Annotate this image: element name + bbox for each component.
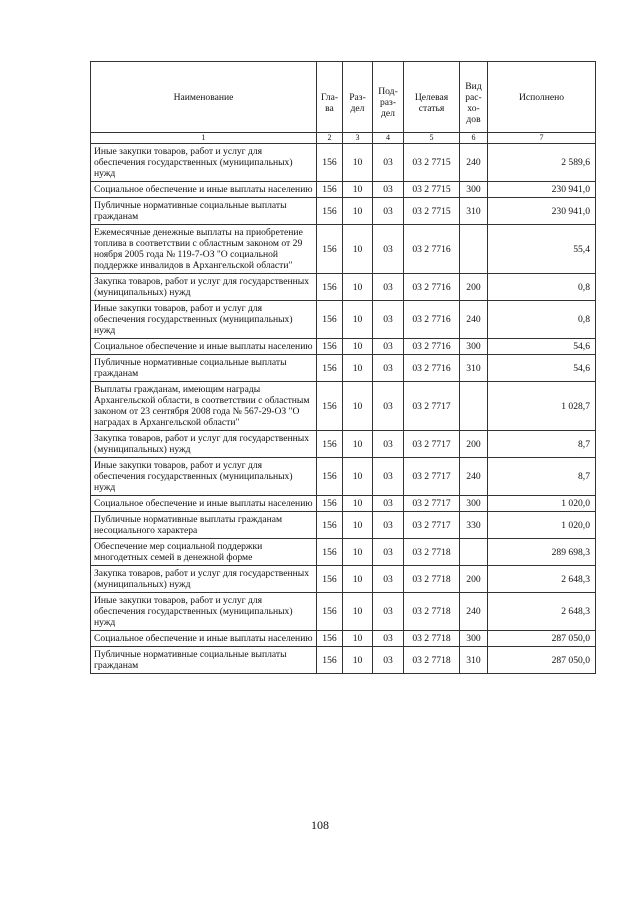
table-row bbox=[91, 512, 596, 539]
table-row bbox=[91, 593, 596, 631]
cell-vid: 240 bbox=[460, 593, 488, 631]
cell-razdel: 10 bbox=[343, 301, 373, 339]
cell-amount: 54,6 bbox=[488, 355, 596, 382]
cell-statya: 03 2 7718 bbox=[404, 566, 460, 593]
cell-podrazdel: 03 bbox=[373, 458, 404, 496]
col-header-razdel bbox=[343, 62, 373, 133]
cell-glava: 156 bbox=[317, 431, 343, 458]
cell-amount: 0,8 bbox=[488, 274, 596, 301]
col-header-statya-text: Целевая статья bbox=[414, 91, 449, 114]
cell-name: Публичные нормативные социальные выплаты гражданам bbox=[91, 198, 317, 225]
cell-razdel: 10 bbox=[343, 431, 373, 458]
cell-glava: 156 bbox=[317, 355, 343, 382]
column-number: 4 bbox=[373, 133, 404, 144]
cell-podrazdel: 03 bbox=[373, 274, 404, 301]
table-row bbox=[91, 431, 596, 458]
cell-vid: 310 bbox=[460, 647, 488, 674]
cell-amount: 1 020,0 bbox=[488, 496, 596, 512]
cell-name: Закупка товаров, работ и услуг для государственных (муниципальных) нужд bbox=[91, 274, 317, 301]
col-header-podrazdel-text: Под- раз- дел bbox=[378, 86, 398, 119]
cell-podrazdel: 03 bbox=[373, 225, 404, 274]
table-row bbox=[91, 382, 596, 431]
cell-name: Публичные нормативные социальные выплаты гражданам bbox=[91, 647, 317, 674]
column-number: 6 bbox=[460, 133, 488, 144]
cell-statya: 03 2 7718 bbox=[404, 593, 460, 631]
column-number: 3 bbox=[343, 133, 373, 144]
table-row bbox=[91, 539, 596, 566]
cell-glava: 156 bbox=[317, 382, 343, 431]
cell-vid: 240 bbox=[460, 144, 488, 182]
cell-glava: 156 bbox=[317, 496, 343, 512]
cell-razdel: 10 bbox=[343, 225, 373, 274]
cell-amount: 55,4 bbox=[488, 225, 596, 274]
col-header-podrazdel bbox=[373, 62, 404, 133]
cell-podrazdel: 03 bbox=[373, 593, 404, 631]
cell-vid: 200 bbox=[460, 431, 488, 458]
cell-razdel: 10 bbox=[343, 274, 373, 301]
cell-razdel: 10 bbox=[343, 382, 373, 431]
cell-amount: 2 648,3 bbox=[488, 566, 596, 593]
cell-statya: 03 2 7718 bbox=[404, 539, 460, 566]
cell-vid bbox=[460, 382, 488, 431]
cell-statya: 03 2 7717 bbox=[404, 382, 460, 431]
cell-podrazdel: 03 bbox=[373, 198, 404, 225]
cell-statya: 03 2 7717 bbox=[404, 496, 460, 512]
cell-amount: 230 941,0 bbox=[488, 198, 596, 225]
table-row bbox=[91, 496, 596, 512]
column-number-row bbox=[91, 133, 596, 144]
col-header-vid-text: Вид рас- хо- дов bbox=[465, 80, 482, 125]
page-number: 108 bbox=[311, 818, 329, 832]
cell-amount: 0,8 bbox=[488, 301, 596, 339]
cell-razdel: 10 bbox=[343, 198, 373, 225]
cell-name: Закупка товаров, работ и услуг для государственных (муниципальных) нужд bbox=[91, 566, 317, 593]
cell-amount: 1 028,7 bbox=[488, 382, 596, 431]
cell-glava: 156 bbox=[317, 301, 343, 339]
cell-name: Публичные нормативные социальные выплаты гражданам bbox=[91, 355, 317, 382]
cell-statya: 03 2 7718 bbox=[404, 631, 460, 647]
cell-razdel: 10 bbox=[343, 631, 373, 647]
col-header-glava-text: Гла- ва bbox=[320, 91, 339, 114]
cell-vid bbox=[460, 225, 488, 274]
cell-vid: 310 bbox=[460, 355, 488, 382]
cell-glava: 156 bbox=[317, 198, 343, 225]
cell-vid: 200 bbox=[460, 566, 488, 593]
cell-glava: 156 bbox=[317, 144, 343, 182]
col-header-amount bbox=[488, 62, 596, 133]
cell-name: Иные закупки товаров, работ и услуг для обеспечения государственных (муниципальных) нужд bbox=[91, 593, 317, 631]
cell-razdel: 10 bbox=[343, 355, 373, 382]
header-row bbox=[91, 62, 596, 133]
table-row bbox=[91, 225, 596, 274]
cell-amount: 289 698,3 bbox=[488, 539, 596, 566]
table-row bbox=[91, 301, 596, 339]
cell-razdel: 10 bbox=[343, 647, 373, 674]
cell-podrazdel: 03 bbox=[373, 512, 404, 539]
cell-amount: 287 050,0 bbox=[488, 647, 596, 674]
cell-statya: 03 2 7716 bbox=[404, 225, 460, 274]
column-number: 2 bbox=[317, 133, 343, 144]
cell-podrazdel: 03 bbox=[373, 339, 404, 355]
budget-table bbox=[90, 61, 596, 674]
cell-amount: 2 648,3 bbox=[488, 593, 596, 631]
table-row bbox=[91, 182, 596, 198]
cell-statya: 03 2 7718 bbox=[404, 647, 460, 674]
cell-statya: 03 2 7715 bbox=[404, 144, 460, 182]
table-row bbox=[91, 144, 596, 182]
cell-razdel: 10 bbox=[343, 458, 373, 496]
cell-amount: 287 050,0 bbox=[488, 631, 596, 647]
cell-amount: 2 589,6 bbox=[488, 144, 596, 182]
cell-glava: 156 bbox=[317, 458, 343, 496]
cell-razdel: 10 bbox=[343, 182, 373, 198]
cell-podrazdel: 03 bbox=[373, 382, 404, 431]
cell-name: Социальное обеспечение и иные выплаты населению bbox=[91, 631, 317, 647]
cell-razdel: 10 bbox=[343, 539, 373, 566]
cell-statya: 03 2 7715 bbox=[404, 182, 460, 198]
cell-glava: 156 bbox=[317, 274, 343, 301]
col-header-amount-text: Исполнено bbox=[518, 91, 565, 103]
table-row bbox=[91, 631, 596, 647]
cell-glava: 156 bbox=[317, 593, 343, 631]
cell-statya: 03 2 7715 bbox=[404, 198, 460, 225]
col-header-vid bbox=[460, 62, 488, 133]
cell-name: Иные закупки товаров, работ и услуг для обеспечения государственных (муниципальных) нужд bbox=[91, 458, 317, 496]
cell-name: Обеспечение мер социальной поддержки многодетных семей в денежной форме bbox=[91, 539, 317, 566]
cell-vid: 330 bbox=[460, 512, 488, 539]
cell-podrazdel: 03 bbox=[373, 144, 404, 182]
cell-name: Иные закупки товаров, работ и услуг для обеспечения государственных (муниципальных) нужд bbox=[91, 301, 317, 339]
table-row bbox=[91, 355, 596, 382]
cell-name: Иные закупки товаров, работ и услуг для обеспечения государственных (муниципальных) нужд bbox=[91, 144, 317, 182]
cell-razdel: 10 bbox=[343, 593, 373, 631]
cell-glava: 156 bbox=[317, 182, 343, 198]
table-row bbox=[91, 274, 596, 301]
cell-glava: 156 bbox=[317, 566, 343, 593]
cell-vid: 300 bbox=[460, 631, 488, 647]
cell-name: Публичные нормативные выплаты гражданам несоциального характера bbox=[91, 512, 317, 539]
cell-podrazdel: 03 bbox=[373, 539, 404, 566]
cell-glava: 156 bbox=[317, 631, 343, 647]
table-row bbox=[91, 566, 596, 593]
cell-statya: 03 2 7716 bbox=[404, 355, 460, 382]
cell-name: Социальное обеспечение и иные выплаты населению bbox=[91, 496, 317, 512]
cell-name: Социальное обеспечение и иные выплаты населению bbox=[91, 182, 317, 198]
cell-glava: 156 bbox=[317, 647, 343, 674]
cell-vid: 300 bbox=[460, 182, 488, 198]
cell-razdel: 10 bbox=[343, 339, 373, 355]
cell-amount: 54,6 bbox=[488, 339, 596, 355]
cell-vid: 200 bbox=[460, 274, 488, 301]
cell-vid: 240 bbox=[460, 458, 488, 496]
cell-podrazdel: 03 bbox=[373, 431, 404, 458]
cell-statya: 03 2 7716 bbox=[404, 274, 460, 301]
table-body bbox=[91, 144, 596, 674]
column-number: 1 bbox=[91, 133, 317, 144]
cell-vid: 240 bbox=[460, 301, 488, 339]
cell-statya: 03 2 7717 bbox=[404, 512, 460, 539]
cell-name: Закупка товаров, работ и услуг для государственных (муниципальных) нужд bbox=[91, 431, 317, 458]
cell-amount: 1 020,0 bbox=[488, 512, 596, 539]
cell-amount: 8,7 bbox=[488, 458, 596, 496]
cell-glava: 156 bbox=[317, 225, 343, 274]
cell-statya: 03 2 7717 bbox=[404, 431, 460, 458]
cell-podrazdel: 03 bbox=[373, 182, 404, 198]
cell-razdel: 10 bbox=[343, 566, 373, 593]
table-row bbox=[91, 647, 596, 674]
table-row bbox=[91, 339, 596, 355]
cell-razdel: 10 bbox=[343, 512, 373, 539]
col-header-name-text: Наименование bbox=[173, 91, 234, 103]
col-header-name bbox=[91, 62, 317, 133]
cell-vid bbox=[460, 539, 488, 566]
cell-vid: 300 bbox=[460, 339, 488, 355]
cell-glava: 156 bbox=[317, 539, 343, 566]
cell-statya: 03 2 7717 bbox=[404, 458, 460, 496]
cell-statya: 03 2 7716 bbox=[404, 339, 460, 355]
cell-amount: 230 941,0 bbox=[488, 182, 596, 198]
table-row bbox=[91, 458, 596, 496]
cell-podrazdel: 03 bbox=[373, 631, 404, 647]
cell-podrazdel: 03 bbox=[373, 566, 404, 593]
col-header-statya bbox=[404, 62, 460, 133]
cell-glava: 156 bbox=[317, 339, 343, 355]
column-number: 7 bbox=[488, 133, 596, 144]
cell-amount: 8,7 bbox=[488, 431, 596, 458]
col-header-glava bbox=[317, 62, 343, 133]
col-header-razdel-text: Раз- дел bbox=[349, 91, 366, 114]
cell-razdel: 10 bbox=[343, 144, 373, 182]
table-row bbox=[91, 198, 596, 225]
cell-statya: 03 2 7716 bbox=[404, 301, 460, 339]
cell-podrazdel: 03 bbox=[373, 496, 404, 512]
cell-vid: 310 bbox=[460, 198, 488, 225]
column-number: 5 bbox=[404, 133, 460, 144]
cell-razdel: 10 bbox=[343, 496, 373, 512]
cell-name: Выплаты гражданам, имеющим награды Архангельской области, в соответствии с областным законом от 23 сентября 2008 года № 567-29-ОЗ "О наградах в Архангельской области" bbox=[91, 382, 317, 431]
cell-name: Социальное обеспечение и иные выплаты населению bbox=[91, 339, 317, 355]
cell-name: Ежемесячные денежные выплаты на приобретение топлива в соответствии с областным законом от 29 ноября 2005 года № 119-7-ОЗ "О социальной поддержке инвалидов в Архангельской области" bbox=[91, 225, 317, 274]
cell-podrazdel: 03 bbox=[373, 355, 404, 382]
cell-vid: 300 bbox=[460, 496, 488, 512]
cell-glava: 156 bbox=[317, 512, 343, 539]
cell-podrazdel: 03 bbox=[373, 301, 404, 339]
cell-podrazdel: 03 bbox=[373, 647, 404, 674]
